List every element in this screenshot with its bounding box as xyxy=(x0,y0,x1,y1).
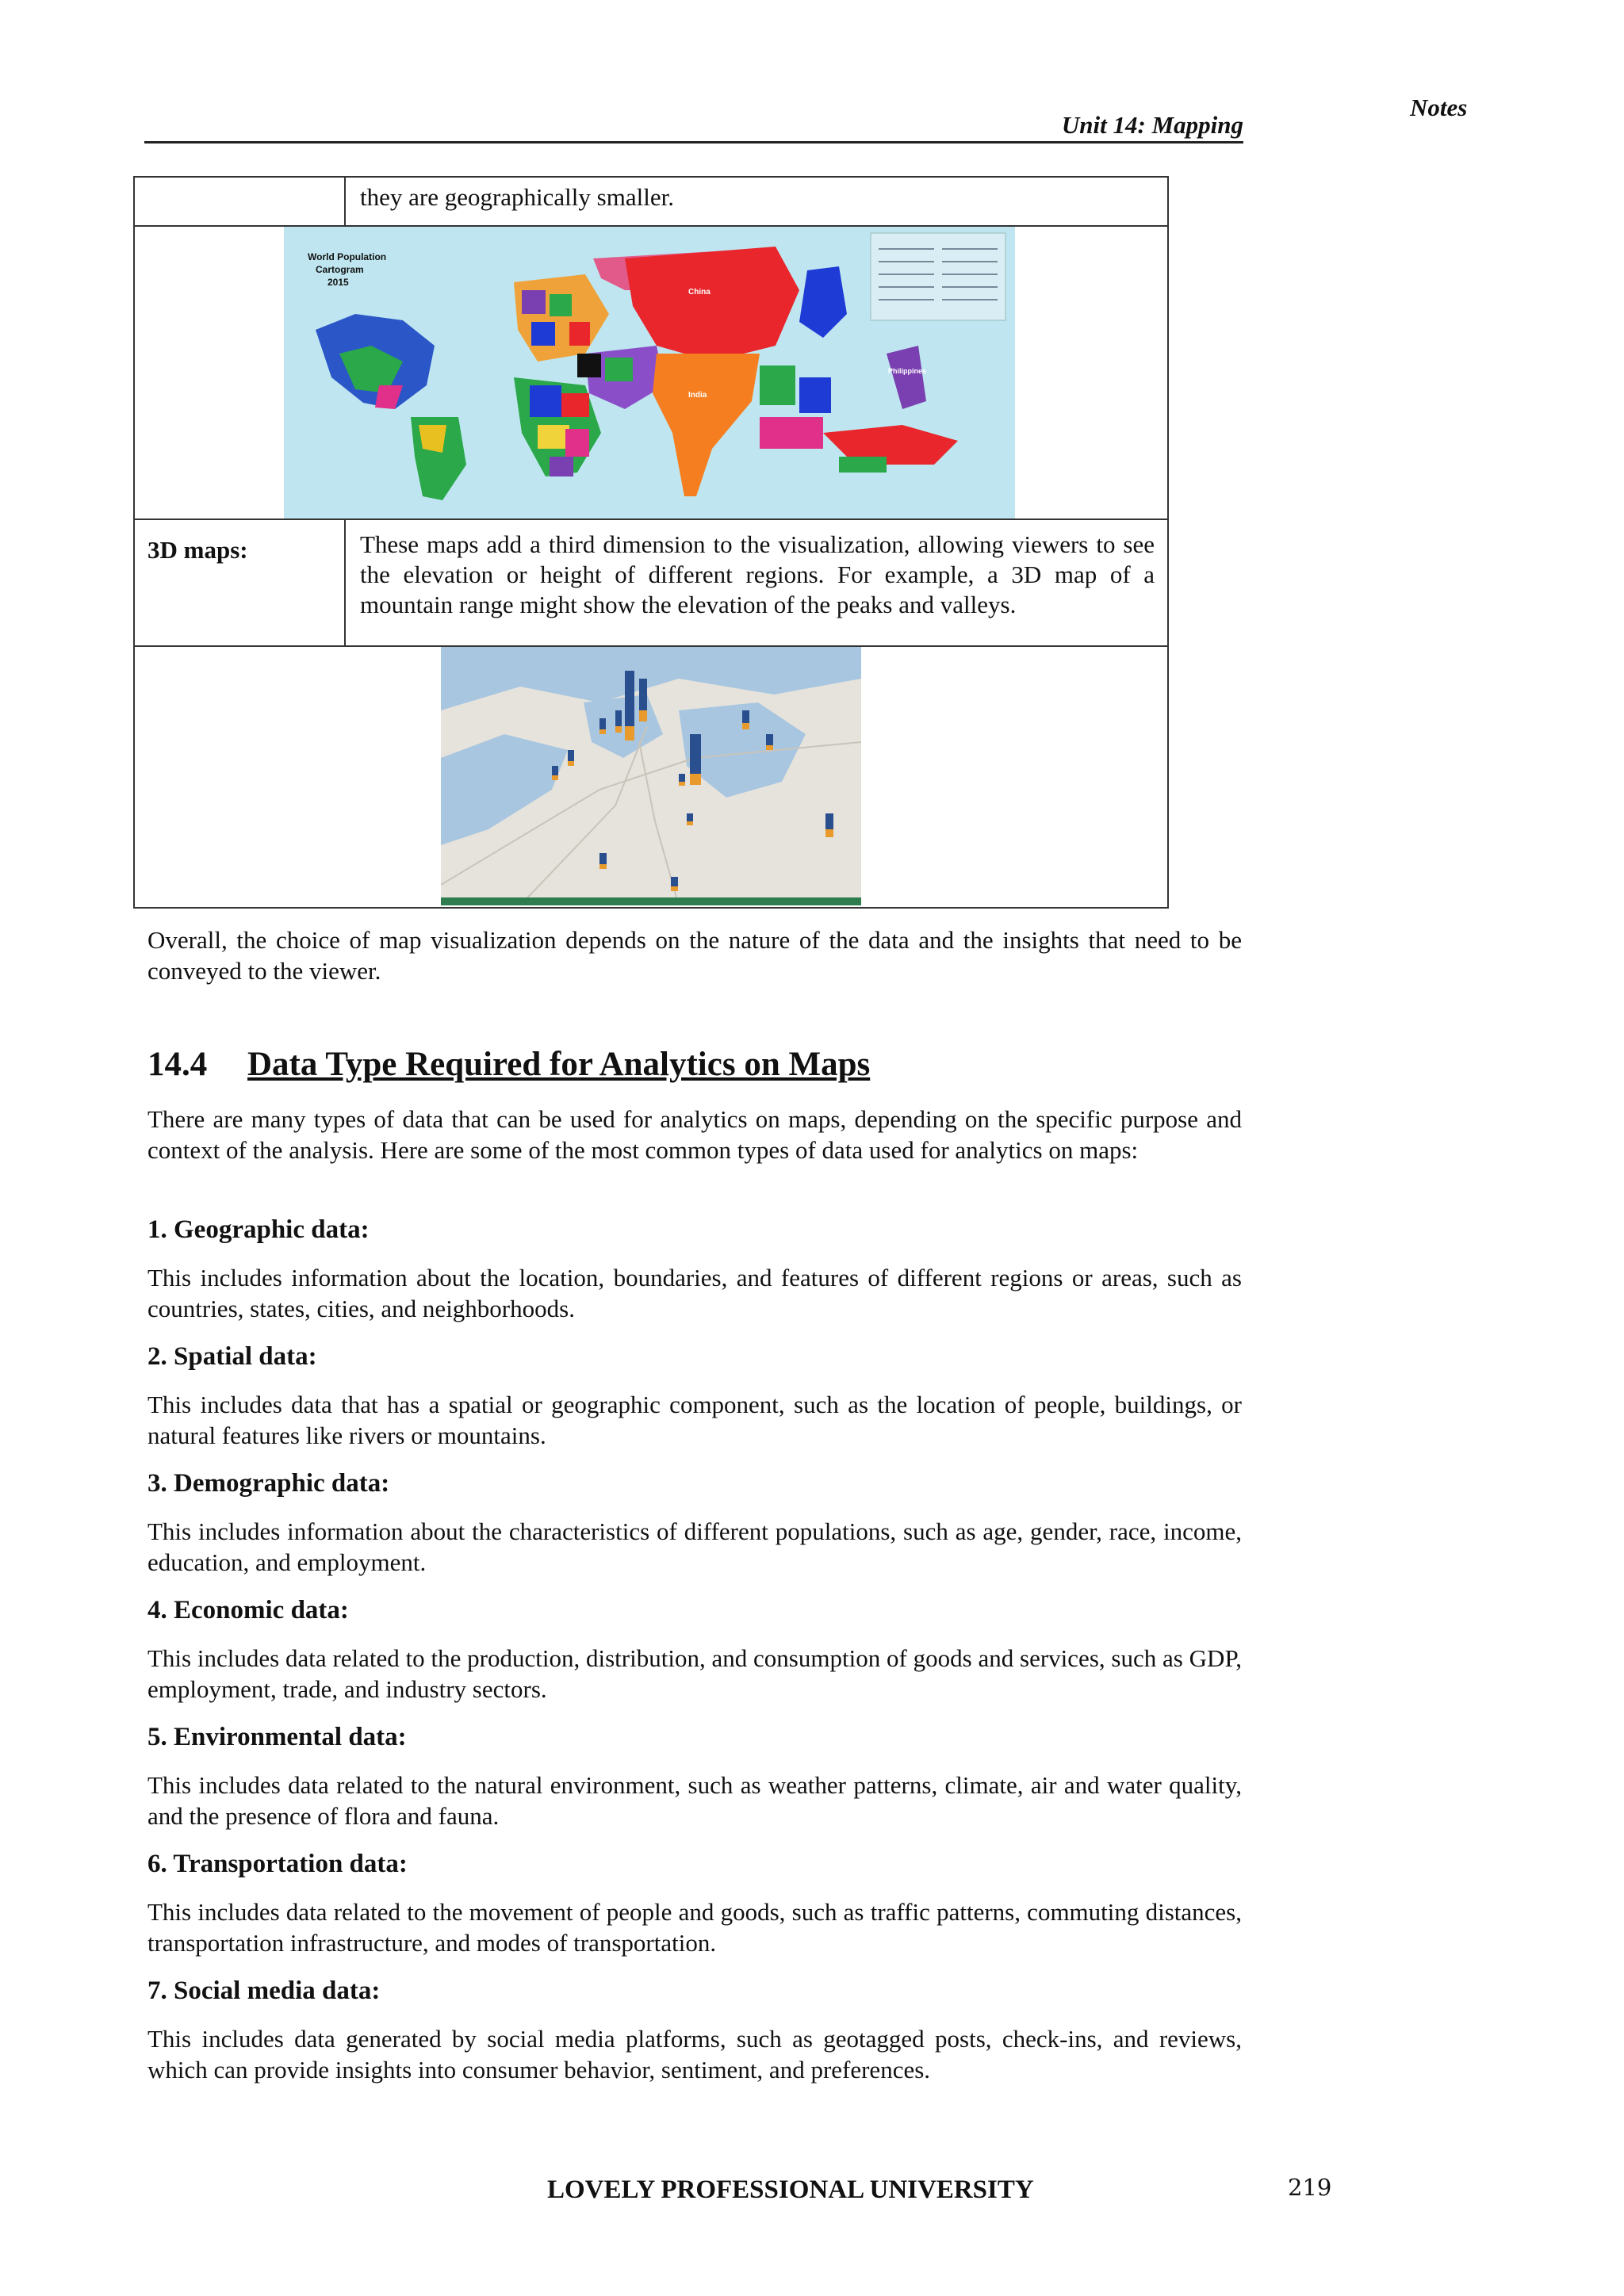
table-row xyxy=(134,177,1168,226)
map3d-image-cell xyxy=(134,646,1168,908)
overall-paragraph: Overall, the choice of map visualization depends on the nature of the data and the insights that need to be conveyed to the viewer. xyxy=(147,926,1242,985)
table-row xyxy=(134,519,1168,646)
item-heading: 2. Spatial data: xyxy=(147,1342,317,1371)
table-row xyxy=(134,226,1168,519)
map-types-table xyxy=(133,176,1169,909)
cartogram-title-line: World Population xyxy=(308,251,387,262)
cartogram-country-label: Philippines xyxy=(888,367,927,375)
item-text: This includes information about the location, boundaries, and features of different regions or areas, such as countries, states, cities, and neighborhoods. xyxy=(147,1264,1242,1322)
item-heading: 7. Social media data: xyxy=(147,1976,381,2005)
section-heading xyxy=(147,1045,870,1084)
item-heading: 3. Demographic data: xyxy=(147,1469,390,1498)
section-title: Data Type Required for Analytics on Maps xyxy=(247,1046,871,1083)
table-cell-text: These maps add a third dimension to the visualization, allowing viewers to see the elevation or height of different regions. For example, a 3D map of a mountain range might show the elevation of the peaks and valleys. xyxy=(345,519,1168,646)
notes-margin-label: Notes xyxy=(1410,94,1468,121)
item-heading: 5. Environmental data: xyxy=(147,1723,407,1751)
table-row xyxy=(134,646,1168,908)
cartogram-country-label: India xyxy=(688,391,707,400)
item-text: This includes data that has a spatial or geographic component, such as the location of people, buildings, or natural features like rivers or mountains. xyxy=(147,1391,1242,1449)
item-text: This includes information about the characteristics of different populations, such as age, gender, race, income, education, and employment. xyxy=(147,1517,1242,1576)
cartogram-country-label: China xyxy=(688,288,710,297)
item-text: This includes data related to the production, distribution, and consumption of goods and services, such as GDP, employment, trade, and industry sectors. xyxy=(147,1644,1242,1703)
3d-map-image xyxy=(441,647,861,905)
item-text: This includes data related to the movement of people and goods, such as traffic patterns, commuting distances, transportation infrastructure, and modes of transportation. xyxy=(147,1898,1242,1957)
table-cell-text: they are geographically smaller. xyxy=(345,177,1168,226)
item-heading: 1. Geographic data: xyxy=(147,1215,370,1244)
section-intro: There are many types of data that can be used for analytics on maps, depending on the specific purpose and context of the analysis. Here are some of the most common types of data used for analytics on maps: xyxy=(147,1105,1242,1164)
cartogram-title-line: 2015 xyxy=(327,277,349,288)
table-cell-empty xyxy=(134,177,345,226)
section-number: 14.4 xyxy=(147,1046,208,1083)
table-cell-label: 3D maps: xyxy=(134,519,345,646)
item-heading: 4. Economic data: xyxy=(147,1596,349,1624)
item-heading: 6. Transportation data: xyxy=(147,1850,408,1878)
cartogram-image-cell xyxy=(134,226,1168,519)
cartogram-title-line: Cartogram xyxy=(316,264,364,275)
page-number: 219 xyxy=(1288,2174,1332,2201)
unit-header: Unit 14: Mapping xyxy=(144,111,1243,144)
world-population-cartogram-image xyxy=(284,227,1015,519)
item-text: This includes data related to the natural environment, such as weather patterns, climate, air and water quality, and the presence of flora and fauna. xyxy=(147,1771,1242,1830)
footer-university: LOVELY PROFESSIONAL UNIVERSITY xyxy=(547,2175,1034,2204)
item-text: This includes data generated by social media platforms, such as geotagged posts, check-ins, and reviews, which can provide insights into consumer behavior, sentiment, and preferences. xyxy=(147,2025,1242,2084)
